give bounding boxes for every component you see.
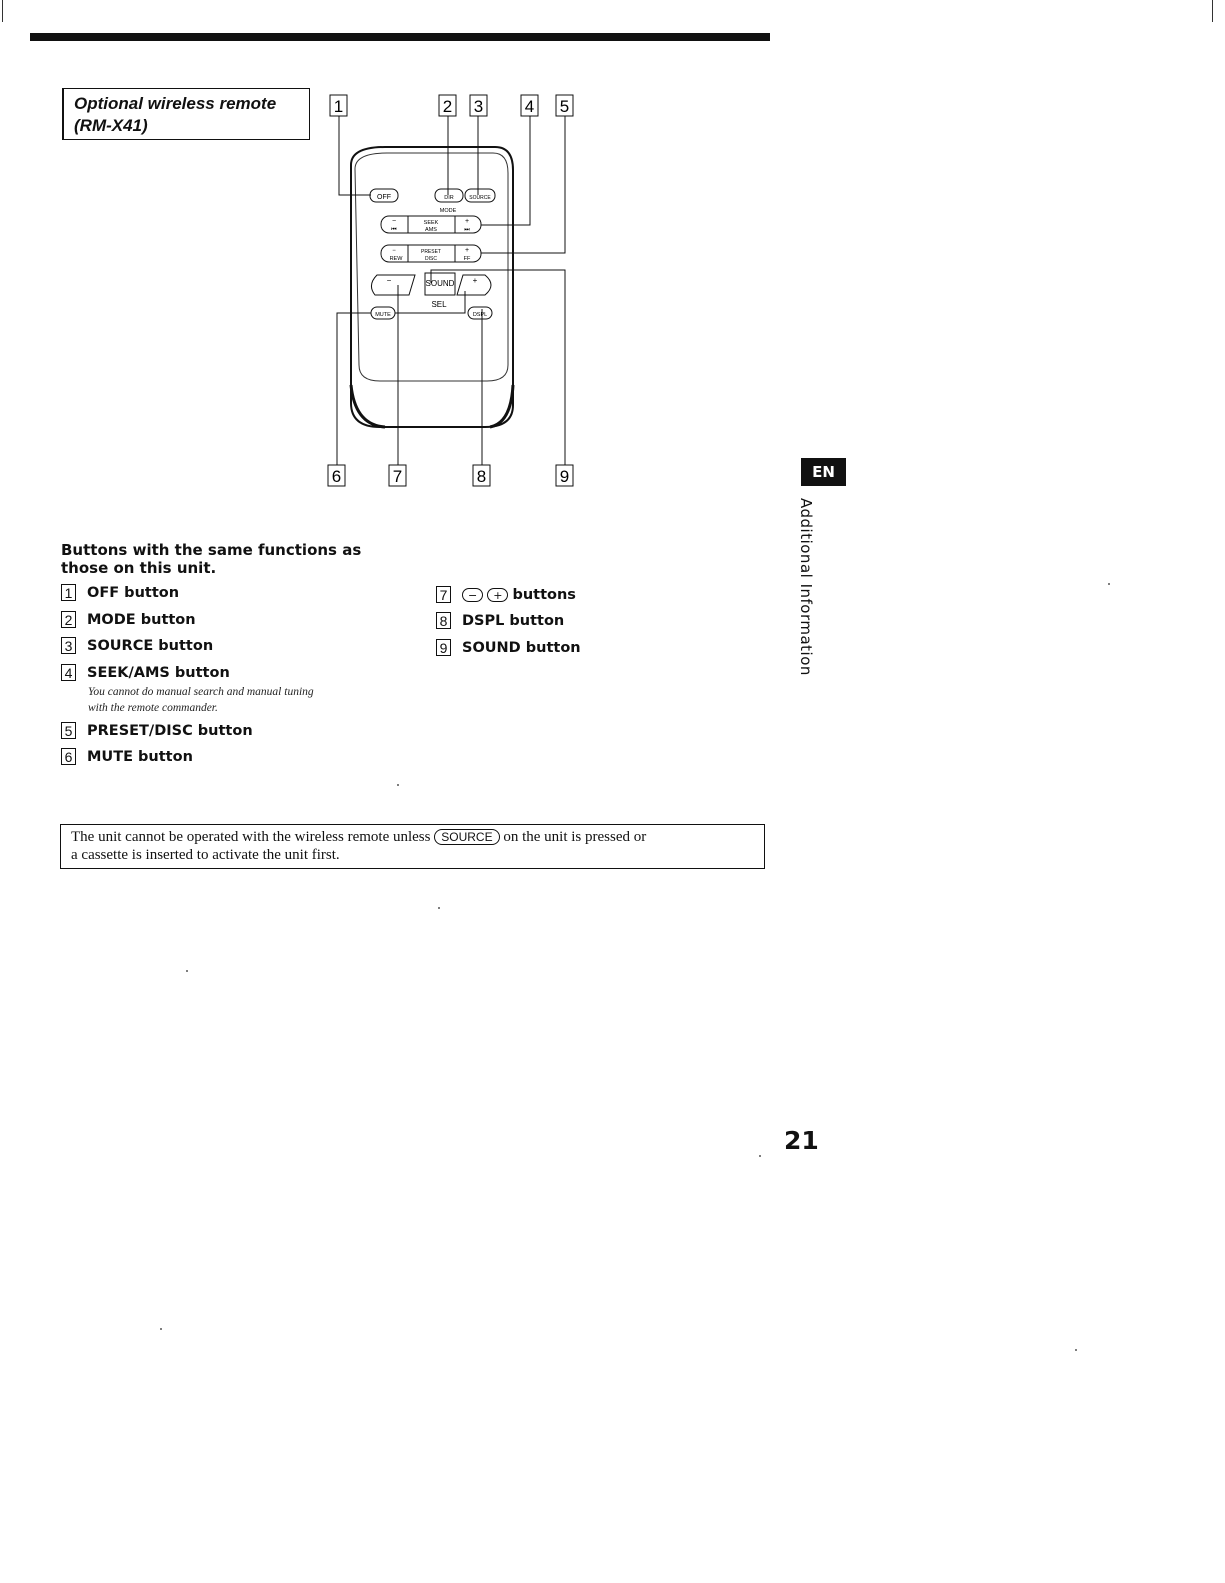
language-tab: EN [801, 458, 846, 486]
scan-edge-right [1212, 0, 1213, 22]
svg-text:−: − [391, 218, 397, 225]
callout-8: 8 [476, 467, 487, 486]
callout-2: 2 [442, 97, 453, 116]
remote-minus-button [371, 275, 415, 295]
svg-text:SEEK: SEEK [423, 220, 439, 226]
svg-text:−: − [386, 276, 392, 285]
callout-4: 4 [524, 97, 535, 116]
list-heading: Buttons with the same functions as those on this unit. [61, 541, 362, 577]
callouts-top [330, 95, 573, 116]
item-note [88, 684, 314, 716]
svg-text:FF: FF [463, 256, 471, 262]
item-number: 7 [436, 586, 451, 603]
item-number: 4 [61, 664, 76, 681]
item-label: SOUND button [462, 639, 581, 656]
item-number: 9 [436, 639, 451, 656]
item-label: DSPL button [462, 612, 565, 629]
list-item [436, 612, 564, 629]
remote-diagram [315, 85, 605, 500]
svg-text:AMS: AMS [425, 227, 437, 233]
callout-7: 7 [392, 467, 403, 486]
svg-text:MUTE: MUTE [375, 312, 391, 318]
item-label: SOURCE button [87, 637, 214, 654]
warning-text-after: on the unit is pressed or [503, 829, 647, 845]
scan-speck [397, 784, 399, 786]
list-item [61, 611, 196, 628]
item-number: 3 [61, 637, 76, 654]
callout-6: 6 [331, 467, 342, 486]
list-item [61, 748, 193, 765]
item-number: 2 [61, 611, 76, 628]
list-item [61, 584, 179, 601]
list-item [436, 639, 581, 656]
scan-speck [438, 907, 440, 909]
item-note-line1: You cannot do manual search and manual tuning [88, 686, 314, 698]
item-number: 6 [61, 748, 76, 765]
remote-sel-label: SEL [431, 300, 447, 309]
source-button-symbol: SOURCE [434, 829, 499, 845]
section-title-line1: Optional wireless remote [74, 94, 277, 113]
remote-svg [315, 85, 605, 495]
svg-text:⏭: ⏭ [464, 227, 470, 233]
list-item [61, 637, 213, 654]
section-title-line2: (RM-X41) [74, 116, 148, 135]
page-number: 21 [784, 1126, 819, 1155]
item-label: OFF button [87, 584, 180, 601]
remote-off-label: OFF [377, 194, 391, 201]
list-item [436, 586, 576, 603]
scan-speck [186, 970, 188, 972]
remote-source-label: SOURCE [469, 195, 491, 201]
svg-text:+: + [464, 218, 470, 225]
chapter-label: Additional Information [797, 498, 815, 676]
remote-dir-label: DIR [444, 195, 454, 201]
section-title [62, 88, 310, 140]
list-item [61, 722, 253, 739]
warning-text-line2: a cassette is inserted to activate the unit first. [71, 847, 340, 863]
item-number: 8 [436, 612, 451, 629]
item-label: SEEK/AMS button [87, 664, 230, 681]
svg-text:REW: REW [389, 256, 403, 262]
callout-5: 5 [559, 97, 570, 116]
item-number: 1 [61, 584, 76, 601]
item-number: 5 [61, 722, 76, 739]
item-label: MUTE button [87, 748, 193, 765]
scan-speck [1108, 583, 1110, 585]
minus-button-symbol: − [462, 588, 483, 602]
warning-text-before: The unit cannot be operated with the wireless remote unless [71, 829, 431, 845]
callout-9: 9 [559, 467, 570, 486]
callout-1: 1 [333, 97, 344, 116]
item-note-line2: with the remote commander. [88, 702, 218, 714]
scan-speck [759, 1155, 761, 1157]
scan-edge-left [2, 0, 3, 22]
scan-speck [1075, 1349, 1077, 1351]
svg-text:⏮: ⏮ [391, 227, 397, 233]
top-rule [30, 33, 770, 41]
svg-text:−: − [392, 248, 396, 254]
callout-3: 3 [473, 97, 484, 116]
list-item [61, 664, 230, 681]
warning-note [60, 824, 765, 869]
item-label: MODE button [87, 611, 196, 628]
plus-button-symbol: + [487, 588, 508, 602]
svg-text:PRESET: PRESET [420, 249, 442, 255]
svg-text:+: + [472, 276, 478, 285]
callouts-bottom [328, 465, 573, 486]
scan-speck [160, 1328, 162, 1330]
item-label: buttons [512, 586, 576, 603]
item-label: PRESET/DISC button [87, 722, 253, 739]
svg-text:+: + [464, 247, 470, 254]
svg-text:DISC: DISC [425, 256, 437, 262]
remote-mode-label: MODE [439, 208, 457, 214]
remote-sound-label: SOUND [425, 279, 455, 288]
svg-text:DSPL: DSPL [472, 312, 488, 318]
